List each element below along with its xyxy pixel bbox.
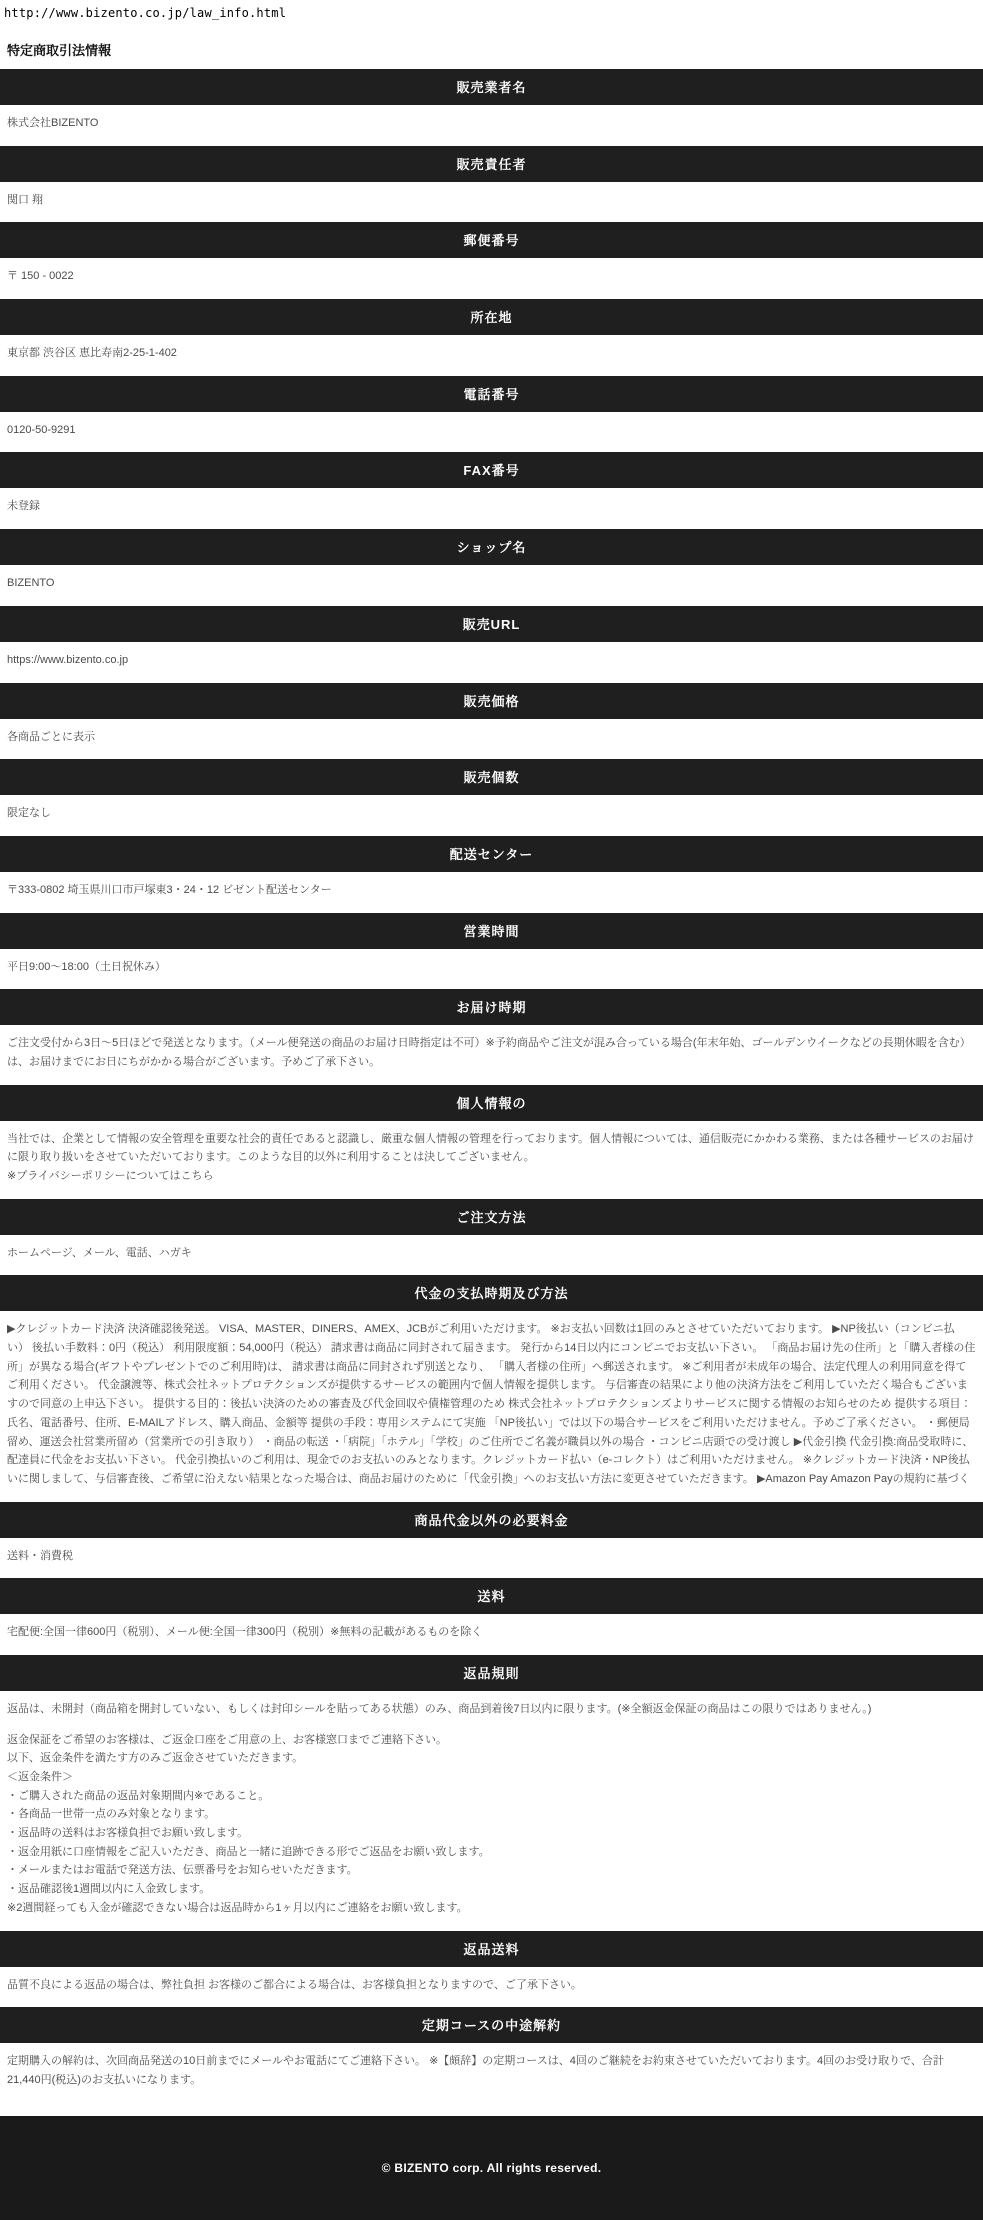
section: [0, 529, 983, 593]
section-heading: 販売業者名: [0, 69, 983, 105]
section-body: [7, 728, 976, 747]
section: [0, 299, 983, 363]
section-heading: 郵便番号: [0, 222, 983, 258]
section: [0, 1655, 983, 1918]
section-heading: 営業時間: [0, 913, 983, 949]
section-body-line: 関口 翔: [7, 193, 44, 206]
section: [0, 1085, 983, 1186]
section: [0, 759, 983, 823]
section-body: [7, 804, 976, 823]
section: [0, 376, 983, 440]
section-body-line: 〒 150 - 0022: [7, 270, 74, 283]
section-body-line: ・返品時の送料はお客様負担でお願い致します。: [7, 1827, 249, 1840]
section-heading: 配送センター: [0, 836, 983, 872]
section-heading: 販売個数: [0, 759, 983, 795]
section-heading: 所在地: [0, 299, 983, 335]
section-body-line: ご注文受付から3日〜5日ほどで発送となります。（メール便発送の商品のお届け日時指定は不可）※予約商品やご注文が混み合っている場合(年末年始、ゴールデンウイークなどの長期休暇を含む）は、お届けまでにお日にちがかかる場合がございます。予めご了承下さい。: [7, 1037, 971, 1068]
section-heading: 電話番号: [0, 376, 983, 412]
section-body: [7, 1547, 976, 1566]
section-body: [7, 497, 976, 516]
section-body-line: 以下、返金条件を満たす方のみご返金させていただきます。: [7, 1752, 304, 1765]
section-body-line: ・各商品一世帯一点のみ対象となります。: [7, 1808, 216, 1821]
section-heading: 販売URL: [0, 606, 983, 642]
section-body: [7, 2052, 976, 2089]
section-body: [7, 114, 976, 133]
section-body-line: BIZENTO: [7, 577, 55, 590]
section-heading: 販売責任者: [0, 146, 983, 182]
section: [0, 1931, 983, 1995]
section-body: [7, 1320, 976, 1488]
section: [0, 452, 983, 516]
section-body-line: 返品は、未開封（商品箱を開封していない、もしくは封印シールを貼ってある状態）のみ、商品到着後7日以内に限ります。(※全額返金保証の商品はこの限りではありません。): [7, 1702, 872, 1715]
section-body-line: 平日9:00〜18:00（土日祝休み）: [7, 960, 166, 973]
section-body-line: 送料・消費税: [7, 1549, 73, 1562]
section-body: [7, 1130, 976, 1186]
section-heading: 送料: [0, 1578, 983, 1614]
section-body-line: 定期購入の解約は、次回商品発送の10日前までにメールやお電話にてご連絡下さい。 ※【頗辞】の定期コースは、4回のご継続をお約束させていただいております。4回のお受け取りで、合計21,440円(税込)のお支払いになります。: [7, 2055, 944, 2086]
section-body-line: ▶クレジットカード決済 決済確認後発送。 VISA、MASTER、DINERS、AMEX、JCBがご利用いただけます。 ※お支払い回数は1回のみとさせていただいております。 ▶NP後払い（コンビニ払い） 後払い手数料：0円（税込） 利用限度額：54,000円（税込） 請求書は商品に同封されて届きます。 発行から14日以内にコンビニでお支払い下さい。 「商品お届け先の住所」と「購入者様の住所」が異なる場合(ギフトやプレゼントでのご利用時)は、 請求書は商品に同封されず別送となり、 「購入者様の住所」へ郵送されます。 ※ご利用者が未成年の場合、法定代理人の利用同意を得てご利用ください。 代金譲渡等、株式会社ネットプロテクションズが提供するサービスの範囲内で個人情報を提供します。 与信審査の結果により他の決済方法をご利用していただく場合もございますので同意の上申込下さい。 提供する目的：後払い決済のための審査及び代金回収や債権管理のため 株式会社ネットプロテクションズよりサービスに関する情報のお知らせのため 提供する項目：氏名、電話番号、住所、E-MAILアドレス、購入商品、金額等 提供の手段：専用システムにて実施 「NP後払い」では以下の場合サービスをご利用いただけません。予めご了承ください。 ・郵便局留め、運送会社営業所留め（営業所での引き取り） ・商品の転送 ・「病院」「ホテル」「学校」のご住所でご名義が職員以外の場合 ・コンビニ店頭での受け渡し ▶代金引換 代金引換:商品受取時に、配達員に代金をお支払い下さい。 代金引換払いのご利用は、現金でのお支払いのみとなります。クレジットカード払い（e-コレクト）はご利用いただけません。 ※クレジットカード決済・NP後払いに関しまして、与信審査後、ご希望に沿えない結果となった場合は、商品お届けのために「代金引換」へのお支払い方法に変更させていただきます。 ▶Amazon Pay Amazon Payの規約に基づく: [7, 1323, 976, 1485]
section-body-line: 宅配便:全国一律600円（税別）、メール便:全国一律300円（税別）※無料の記載があるものを除く: [7, 1626, 483, 1639]
section-body: [7, 1700, 976, 1918]
section-body-line: 各商品ごとに表示: [7, 730, 95, 743]
section-body-line: 品質不良による返品の場合は、弊社負担 お客様のご都合による場合は、お客様負担となりますので、ご了承下さい。: [7, 1978, 582, 1991]
section-body-line: 〒333-0802 埼玉県川口市戸塚東3・24・12 ビゼント配送センター: [7, 883, 332, 896]
section-heading: ショップ名: [0, 529, 983, 565]
section: [0, 606, 983, 670]
section: [0, 1502, 983, 1566]
section-body-line: 株式会社BIZENTO: [7, 117, 99, 129]
section-heading: 返品送料: [0, 1931, 983, 1967]
section-body-line: ※プライバシーポリシーについてはこちら: [7, 1170, 214, 1182]
section-body: [7, 1244, 976, 1263]
section-heading: お届け時期: [0, 989, 983, 1025]
section-body-line: 東京都 渋谷区 恵比寿南2-25-1-402: [7, 347, 177, 360]
section: [0, 2007, 983, 2089]
section-heading: 代金の支払時期及び方法: [0, 1275, 983, 1311]
section-body-line: ・ご購入された商品の返品対象期間内※であること。: [7, 1789, 270, 1802]
section: [0, 913, 983, 977]
section-body: [7, 881, 976, 900]
section-heading: 販売価格: [0, 683, 983, 719]
section-body-line: ＜返金条件＞: [7, 1771, 73, 1783]
section: [0, 683, 983, 747]
section-body-line: https://www.bizento.co.jp: [7, 653, 129, 666]
section-body: [7, 344, 976, 363]
section: [0, 222, 983, 286]
section-heading: ご注文方法: [0, 1199, 983, 1235]
section-heading: 返品規則: [0, 1655, 983, 1691]
sections: [0, 69, 983, 2090]
section-heading: 商品代金以外の必要料金: [0, 1502, 983, 1538]
section-body: [7, 958, 976, 977]
section-body: [7, 1976, 976, 1995]
section-body-line: [7, 1719, 976, 1731]
page-title: 特定商取引法情報: [7, 43, 112, 58]
section-body: [7, 421, 976, 440]
section-body: [7, 1623, 976, 1642]
section: [0, 69, 983, 133]
section-body-line: ・返金用紙に口座情報をご記入いただき、商品と一緒に追跡できる形でご返品をお願い致します。: [7, 1845, 490, 1858]
section: [0, 1578, 983, 1642]
section-body: [7, 1034, 976, 1071]
section: [0, 989, 983, 1071]
section-body-line: 未登録: [7, 500, 40, 513]
section-body: [7, 574, 976, 593]
section-body-line: 返金保証をご希望のお客様は、ご返金口座をご用意の上、お客様窓口までご連絡下さい。: [7, 1733, 447, 1746]
section-heading: 個人情報の: [0, 1085, 983, 1121]
section-body-line: ・返品確認後1週間以内に入金致します。: [7, 1883, 211, 1896]
copyright-text: © BIZENTO corp. All rights reserved.: [381, 2160, 602, 2175]
section-body: [7, 651, 976, 670]
section-body-line: ※2週間経っても入金が確認できない場合は返品時から1ヶ月以内にご連絡をお願い致します。: [7, 1901, 468, 1914]
section-body: [7, 191, 976, 210]
section-body: [7, 267, 976, 286]
section-body-line: ホームページ、メール、電話、ハガキ: [7, 1246, 192, 1259]
section-body-line: ・メールまたはお電話で発送方法、伝票番号をお知らせいただきます。: [7, 1864, 358, 1877]
section: [0, 1275, 983, 1488]
section-body-line: 限定なし: [7, 807, 51, 820]
page-footer: [0, 2116, 983, 2220]
section-heading: FAX番号: [0, 452, 983, 488]
section: [0, 146, 983, 210]
section: [0, 1199, 983, 1263]
section: [0, 836, 983, 900]
section-heading: 定期コースの中途解約: [0, 2007, 983, 2043]
section-body-line: 0120-50-9291: [7, 423, 76, 436]
page-url: http://www.bizento.co.jp/law_info.html: [4, 6, 287, 20]
section-body-line: 当社では、企業として情報の安全管理を重要な社会的責任であると認識し、厳重な個人情報の管理を行っております。個人情報については、通信販売にかかわる業務、または各種サービスのお届けに限り取り扱いをさせていただいております。このような目的以外に利用することは決してございません。: [7, 1132, 974, 1164]
